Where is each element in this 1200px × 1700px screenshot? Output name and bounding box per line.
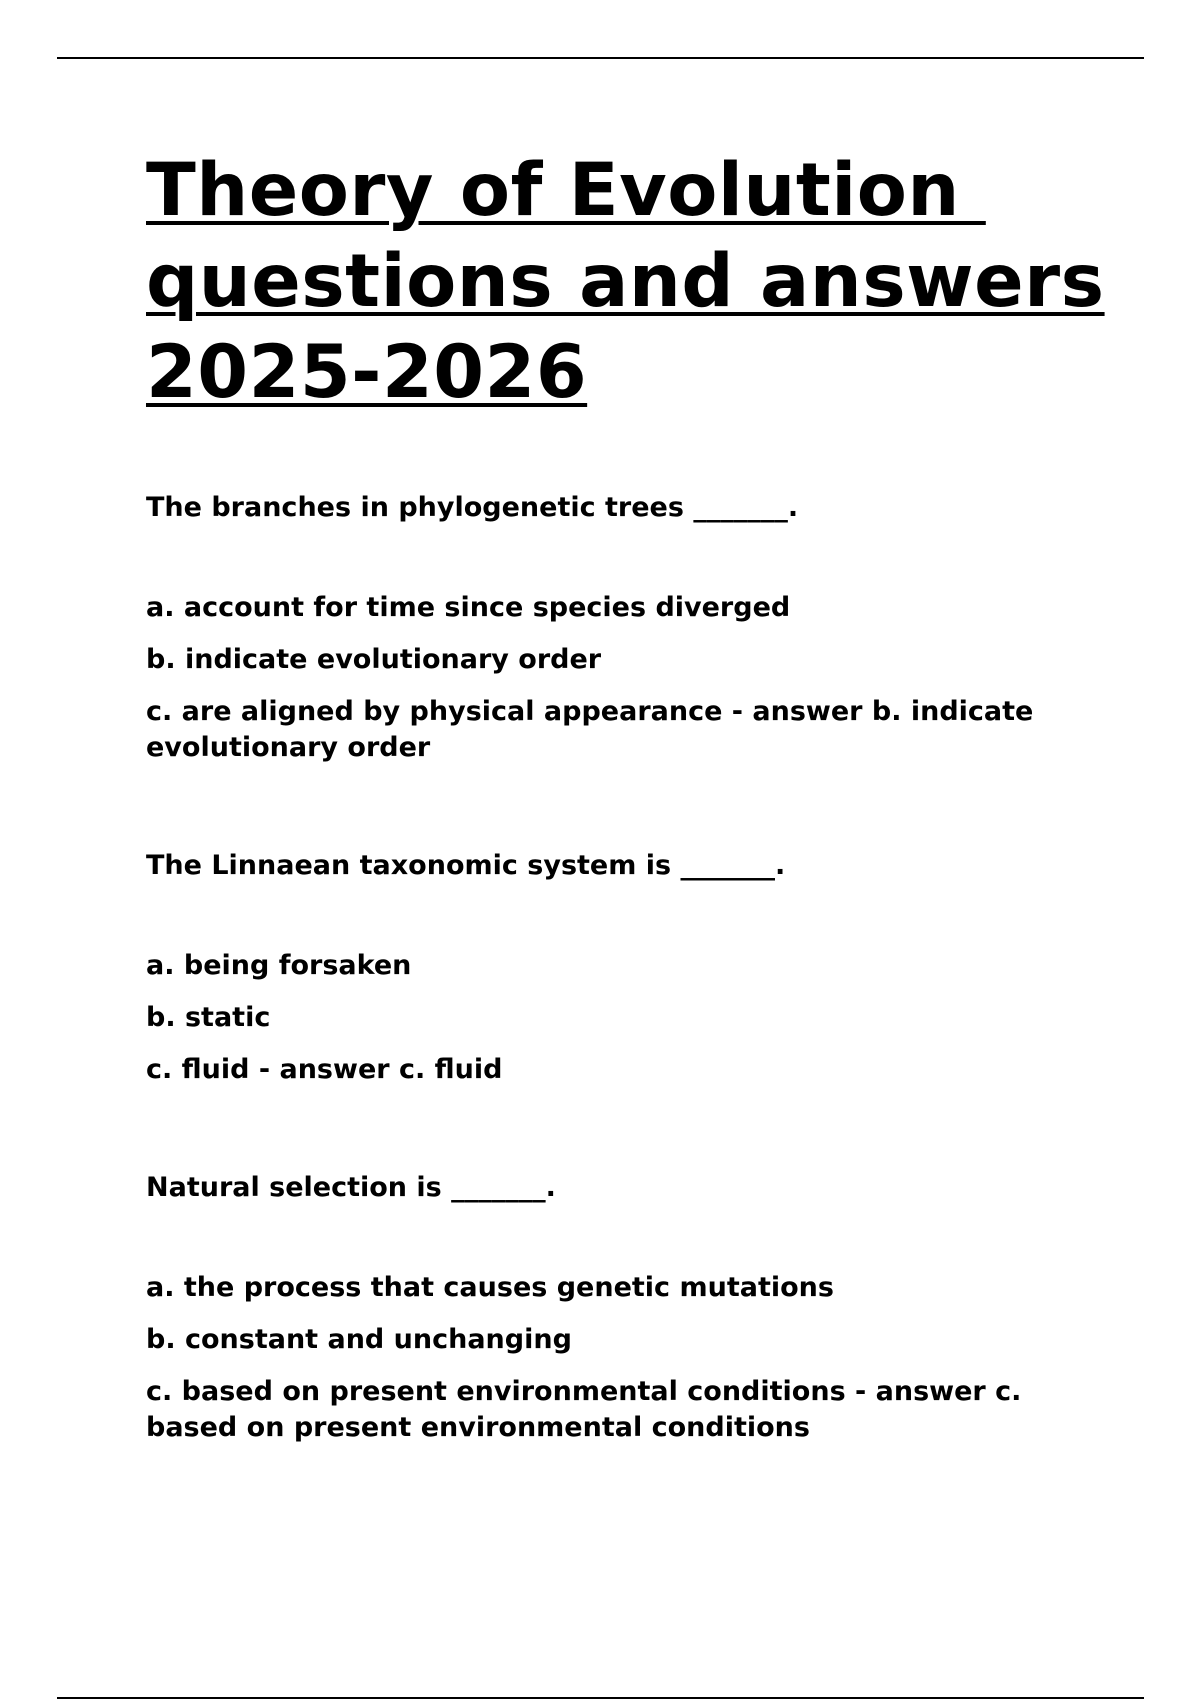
answer-options bbox=[146, 1270, 1106, 1446]
question-stem: The Linnaean taxonomic system is _______. bbox=[146, 850, 786, 881]
question-2 bbox=[146, 848, 1106, 1088]
answer-option: a. the process that causes genetic mutations bbox=[146, 1272, 834, 1303]
answer-option: c. based on present environmental conditions - answer c. based on present environmental conditions bbox=[146, 1376, 1022, 1443]
title-line: 2025-2026 bbox=[146, 330, 588, 415]
document-title bbox=[146, 145, 1106, 418]
answer-options bbox=[146, 948, 1106, 1088]
answer-option: b. indicate evolutionary order bbox=[146, 644, 602, 675]
answer-option: c. fluid - answer c. fluid bbox=[146, 1054, 503, 1085]
answer-option: a. being forsaken bbox=[146, 950, 412, 981]
question-stem: The branches in phylogenetic trees _______. bbox=[146, 492, 799, 523]
question-1 bbox=[146, 490, 1106, 766]
question-3 bbox=[146, 1170, 1106, 1446]
question-stem: Natural selection is _______. bbox=[146, 1172, 556, 1203]
header-rule bbox=[57, 57, 1144, 59]
answer-option: c. are aligned by physical appearance - answer b. indicate evolutionary order bbox=[146, 696, 1034, 763]
answer-option: b. static bbox=[146, 1002, 271, 1033]
answer-option: b. constant and unchanging bbox=[146, 1324, 572, 1355]
title-line: Theory of Evolution bbox=[146, 148, 986, 233]
footer-rule bbox=[57, 1697, 1144, 1699]
document-body bbox=[146, 145, 1106, 1446]
answer-option: a. account for time since species diverged bbox=[146, 592, 791, 623]
title-line: questions and answers bbox=[146, 239, 1105, 324]
answer-options bbox=[146, 590, 1106, 766]
